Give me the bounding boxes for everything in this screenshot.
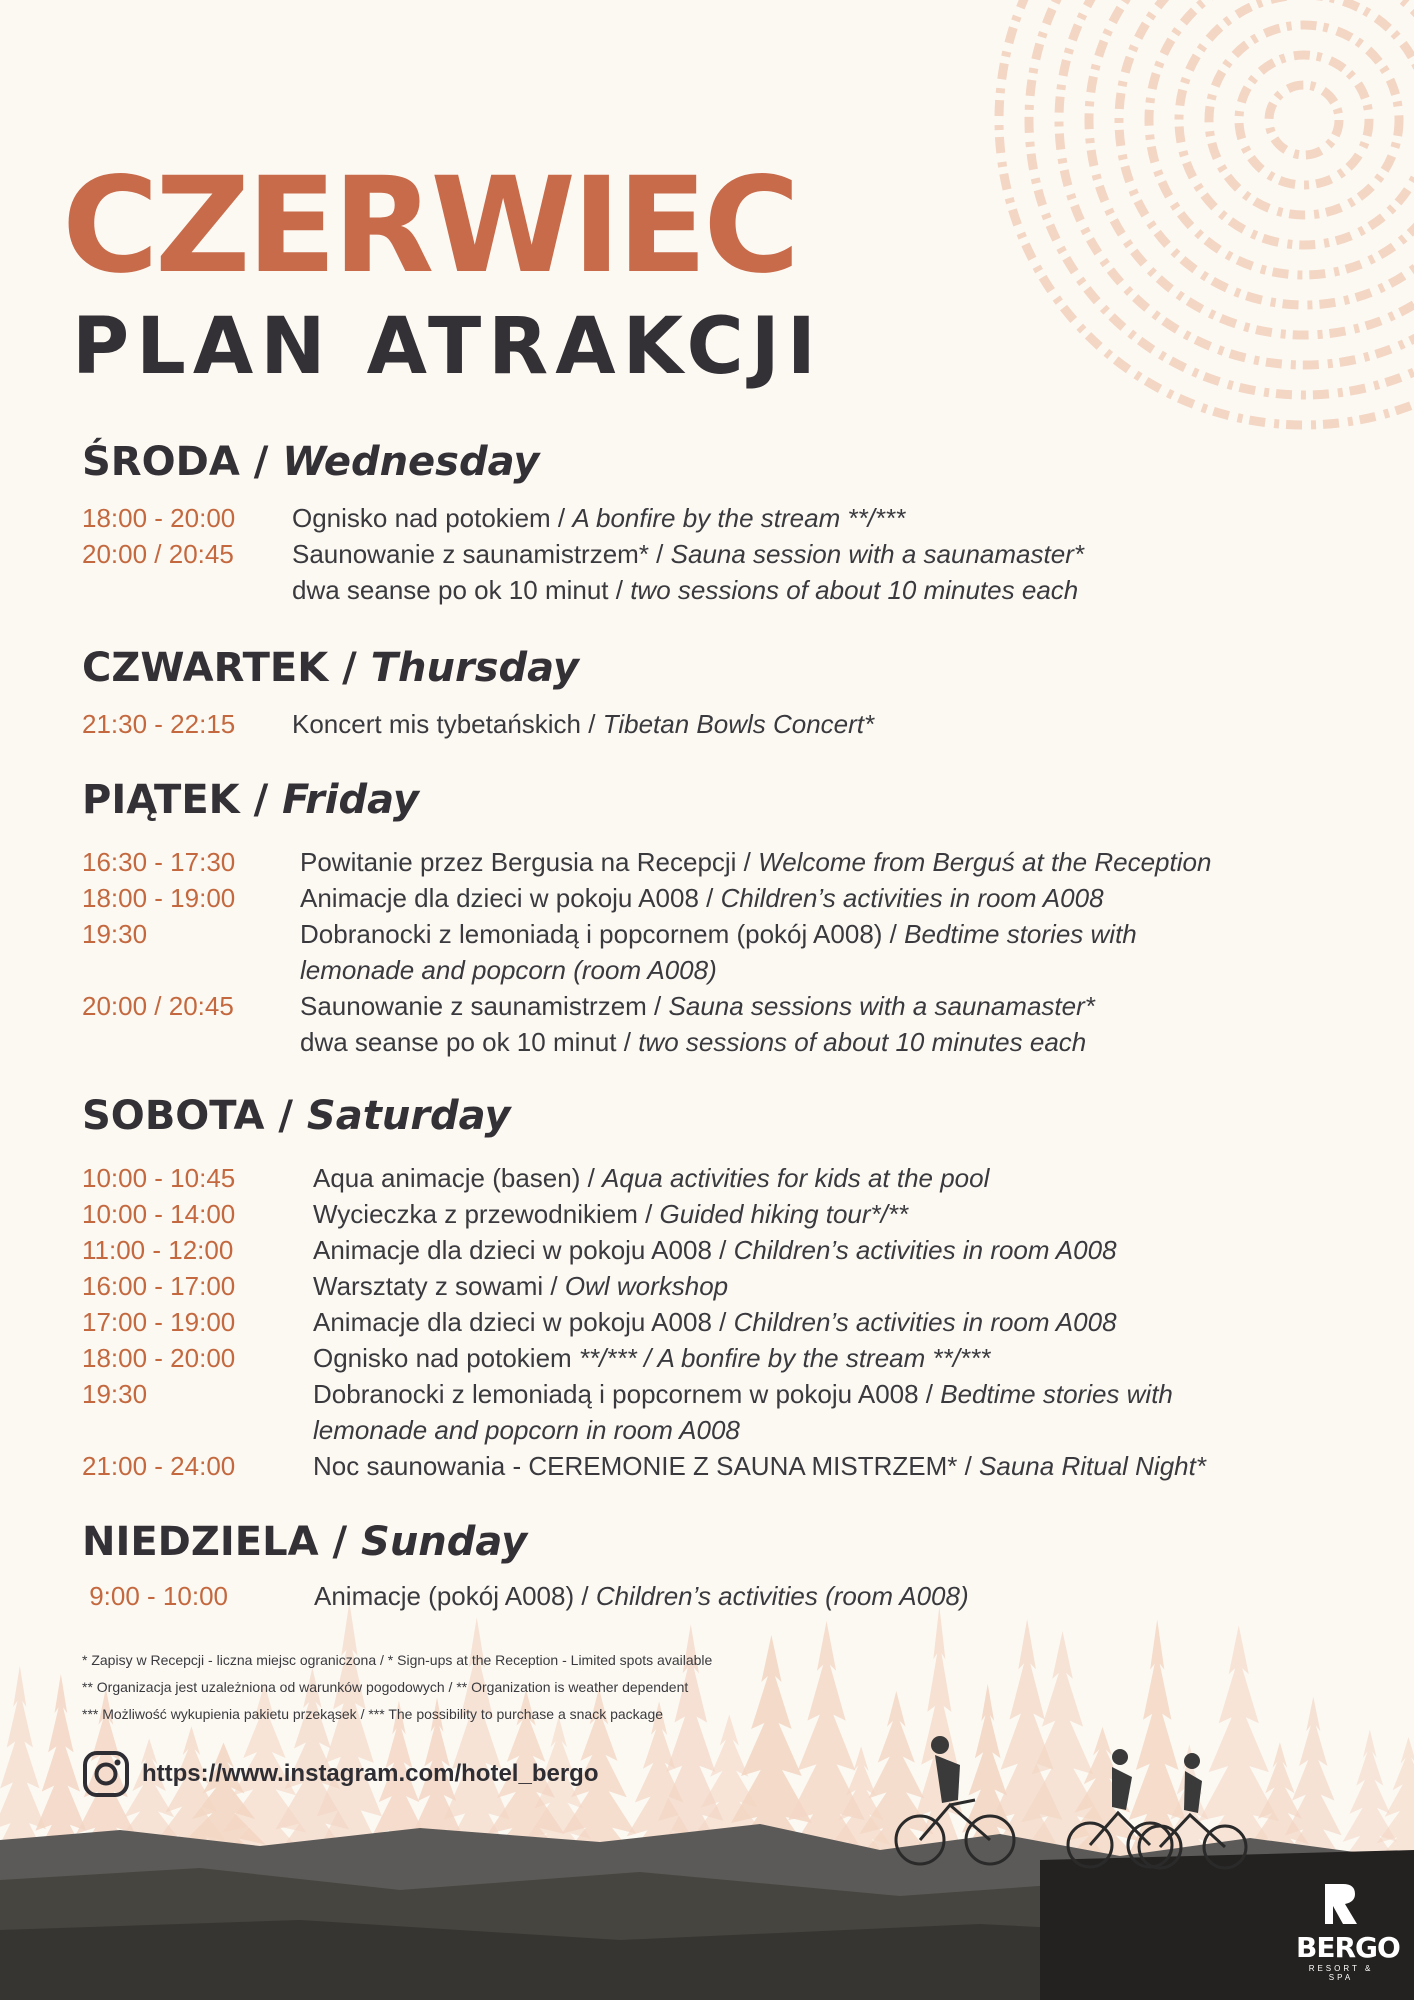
brand-tagline: RESORT & SPA [1308, 1964, 1374, 1982]
event-description: Wycieczka z przewodnikiem / Guided hiking tour*/** [313, 1199, 909, 1229]
day-section-wednesday [82, 439, 1084, 608]
event-description: Warsztaty z sowami / Owl workshop [313, 1271, 729, 1301]
schedule-row [82, 1578, 969, 1614]
day-section-sunday [82, 1519, 969, 1614]
schedule-row [82, 916, 1211, 952]
schedule-row [82, 572, 1084, 608]
day-name-pl: PIĄTEK / [82, 777, 269, 823]
schedule-row [82, 1304, 1206, 1340]
schedule-row [82, 1268, 1206, 1304]
event-time: 10:00 - 10:45 [82, 1163, 236, 1193]
schedule-row [82, 1448, 1206, 1484]
schedule-row [82, 706, 874, 742]
event-description: Noc saunowania - CEREMONIE Z SAUNA MISTRZEM* / Sauna Ritual Night* [313, 1451, 1206, 1481]
day-name-pl: CZWARTEK / [82, 645, 357, 691]
event-time [82, 952, 300, 988]
month-title: CZERWIEC [62, 149, 797, 303]
schedule-row [82, 500, 1084, 536]
event-time: 18:00 - 20:00 [82, 503, 236, 533]
event-description: Animacje dla dzieci w pokoju A008 / Children’s activities in room A008 [313, 1235, 1117, 1265]
event-time: 19:30 [82, 919, 148, 949]
event-description: Dobranocki z lemoniadą i popcornem w pokoju A008 / Bedtime stories with [313, 1379, 1173, 1409]
day-section-thursday [82, 645, 875, 742]
event-time: 11:00 - 12:00 [82, 1235, 234, 1265]
footnote: * Zapisy w Recepcji - liczna miejsc ograniczona / * Sign-ups at the Reception - Limited spots available [82, 1652, 713, 1668]
event-time: 16:30 - 17:30 [82, 847, 236, 877]
event-description: Aqua animacje (basen) / Aqua activities for kids at the pool [313, 1163, 990, 1193]
instagram-url[interactable]: https://www.instagram.com/hotel_bergo [142, 1760, 599, 1787]
day-name-pl: NIEDZIELA / [82, 1519, 348, 1565]
event-description: Saunowanie z saunamistrzem / Sauna sessions with a saunamaster* [300, 991, 1095, 1021]
schedule-row [82, 1412, 1206, 1448]
event-time [82, 1412, 313, 1448]
event-time [82, 572, 292, 608]
day-heading [82, 1093, 1206, 1139]
day-heading [82, 645, 874, 691]
schedule-row [82, 880, 1211, 916]
event-time: 18:00 - 20:00 [82, 1343, 236, 1373]
instagram-icon [82, 1750, 130, 1798]
day-section-saturday [82, 1093, 1206, 1484]
event-time: 9:00 - 10:00 [82, 1581, 228, 1611]
bergo-mountain-icon [1321, 1880, 1361, 1926]
day-name-en: Sunday [361, 1519, 528, 1565]
schedule-row [82, 1024, 1211, 1060]
schedule-row [82, 952, 1211, 988]
event-time: 20:00 / 20:45 [82, 539, 234, 569]
footnote: *** Możliwość wykupienia pakietu przekąsek / *** The possibility to purchase a snack package [82, 1706, 664, 1722]
event-description: Koncert mis tybetańskich / Tibetan Bowls Concert* [292, 709, 875, 739]
event-description: lemonade and popcorn (room A008) [300, 955, 717, 985]
event-description: Powitanie przez Bergusia na Recepcji / Welcome from Berguś at the Reception [300, 847, 1212, 877]
footnote: ** Organizacja jest uzależniona od warunków pogodowych / ** Organization is weather dependent [82, 1679, 689, 1695]
day-heading [82, 777, 1211, 823]
day-name-en: Saturday [306, 1093, 511, 1139]
instagram-link[interactable] [82, 1750, 599, 1798]
footnotes [82, 1647, 712, 1728]
day-heading [82, 439, 1084, 485]
event-description: dwa seanse po ok 10 minut / two sessions of about 10 minutes each [300, 1027, 1087, 1057]
event-time: 10:00 - 14:00 [82, 1199, 236, 1229]
cyclists-illustration [880, 1725, 1280, 1870]
event-description: lemonade and popcorn in room A008 [313, 1415, 740, 1445]
event-description: Ognisko nad potokiem / A bonfire by the stream **/*** [292, 503, 906, 533]
day-name-en: Wednesday [282, 439, 540, 485]
day-section-friday [82, 777, 1212, 1060]
tree-rings-decoration [934, 0, 1414, 490]
event-time: 20:00 / 20:45 [82, 991, 234, 1021]
event-description: Saunowanie z saunamistrzem* / Sauna session with a saunamaster* [292, 539, 1084, 569]
event-time: 18:00 - 19:00 [82, 883, 236, 913]
schedule-row [82, 1340, 1206, 1376]
event-description: Animacje (pokój A008) / Children’s activities (room A008) [314, 1581, 969, 1611]
event-time: 17:00 - 19:00 [82, 1307, 236, 1337]
schedule-row [82, 844, 1211, 880]
schedule-row [82, 1160, 1206, 1196]
schedule-row [82, 1196, 1206, 1232]
bergo-logo [1296, 1880, 1400, 1982]
day-name-pl: ŚRODA / [82, 439, 269, 485]
day-name-en: Thursday [370, 645, 579, 691]
brand-name: BERGO [1296, 1931, 1400, 1964]
event-description: Animacje dla dzieci w pokoju A008 / Children’s activities in room A008 [300, 883, 1104, 913]
schedule-row [82, 1376, 1206, 1412]
schedule-row [82, 988, 1211, 1024]
event-time: 16:00 - 17:00 [82, 1271, 236, 1301]
schedule-row [82, 1232, 1206, 1268]
day-name-en: Friday [282, 777, 419, 823]
event-description: dwa seanse po ok 10 minut / two sessions of about 10 minutes each [292, 575, 1079, 605]
event-description: Dobranocki z lemoniadą i popcornem (pokój A008) / Bedtime stories with [300, 919, 1137, 949]
event-description: Ognisko nad potokiem **/*** / A bonfire by the stream **/*** [313, 1343, 991, 1373]
day-name-pl: SOBOTA / [82, 1093, 293, 1139]
day-heading [82, 1519, 969, 1565]
schedule-row [82, 536, 1084, 572]
event-time [82, 1024, 300, 1060]
event-time: 21:00 - 24:00 [82, 1451, 236, 1481]
page-subtitle: PLAN ATRAKCJI [72, 302, 823, 392]
event-time: 21:30 - 22:15 [82, 709, 236, 739]
event-time: 19:30 [82, 1379, 148, 1409]
event-description: Animacje dla dzieci w pokoju A008 / Children’s activities in room A008 [313, 1307, 1117, 1337]
